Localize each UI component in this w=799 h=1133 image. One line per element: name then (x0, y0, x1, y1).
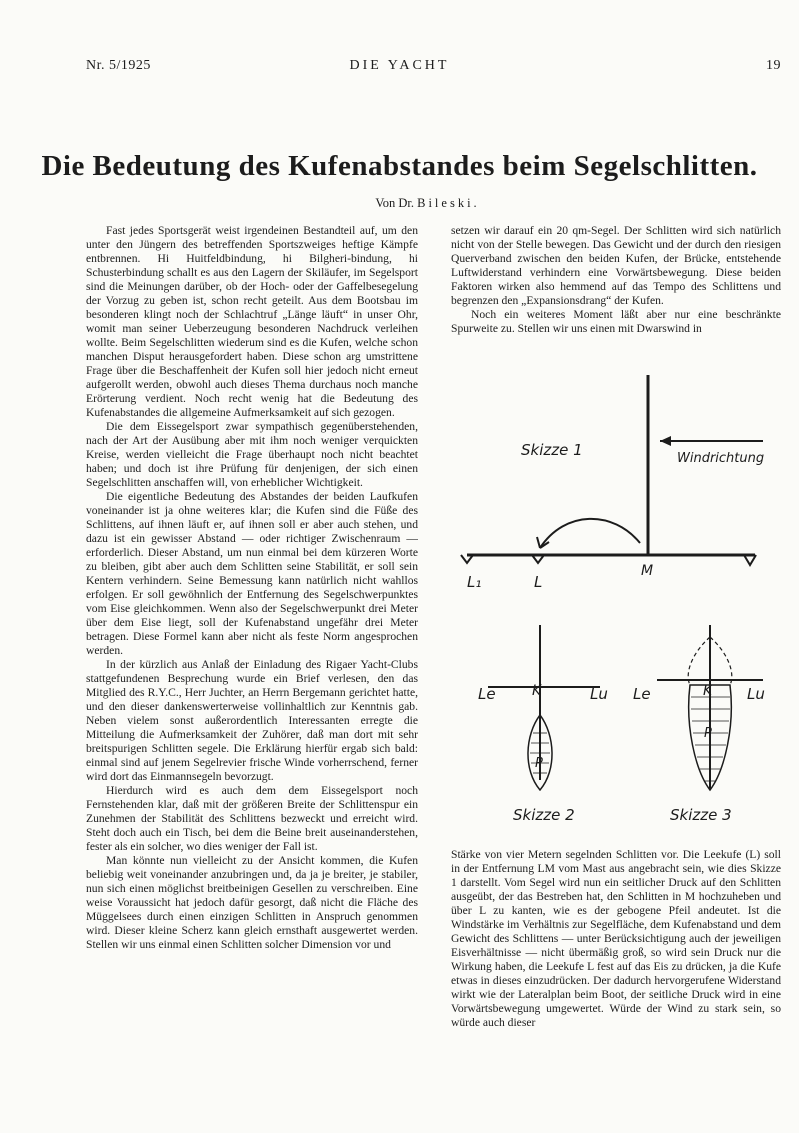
byline (0, 196, 799, 211)
paragraph: Hierdurch wird es auch dem dem Eissegelsport noch Fernstehenden klar, daß mit der größeren Breite der Schlittenspur ein Zunehmen der Stabilität des Schlittens bezweckt und erreicht wird. Steht doch auch ein Tisch, bei dem die Beine breit auseinanderstehen, fester als ein solcher, wo dies weniger der Fall ist. (86, 784, 418, 853)
article-title: Die Bedeutung des Kufenabstandes beim Segelschlitten. (41, 150, 758, 182)
label-l1: L₁ (467, 573, 482, 591)
right-column-top (451, 224, 781, 354)
page-header (0, 58, 799, 78)
paragraph: Fast jedes Sportsgerät weist irgendeinen Bestandteil auf, um den unter den Jüngern des betreffenden Sportszweiges heftige Kämpfe entbrennen. Hi Huitfeldbindung, hi Bilgheri-bindung, hi Schusterbindung schallt es aus den Lagern der Skiläufer, im Segelsport sind die Meinungen darüber, ob der Hoch- oder der Gaffelbesegelung der Vorzug zu geben ist, schon recht geteilt. Aus dem Bootsbau im besonderen klingt noch der Schlachtruf „Länge läuft“ in unser Ohr, womit man seiner Ueberzeugung besonderen Nachdruck verleihen wollte. Beim Segelschlitten wiederum sind es die Kufen, welche schon manchen Disput herausgefordert haben. Diese schon arg umstrittene Frage über die Beschaffenheit der Kufen soll hier jedoch nicht erneut aufgerollt werden, obwohl auch dieses Thema durchaus noch manche Erörterung verdient. Noch recht wenig hat die Bedeutung des Kufenabstandes die allgemeine Aufmerksamkeit auf sich gezogen. (86, 224, 418, 419)
sketch2-label-p: P (535, 756, 543, 771)
sketches-figure (445, 365, 785, 835)
right-column-bottom (451, 848, 781, 1058)
byline-prefix: Von Dr. (375, 196, 414, 210)
label-l: L (534, 573, 543, 591)
paragraph: Stärke von vier Metern segelnden Schlitten vor. Die Leekufe (L) soll in der Entfernung LM vom Mast aus angebracht sein, wie dies Skizze 1 darstellt. Vom Segel wird nun ein seitlicher Druck auf den Schlitten ausgeübt, der das Bestreben hat, den Schlitten in M hochzuheben und über L zu kanten, wie es der gebogene Pfeil andeutet. Ist die Windstärke im Verhältnis zur Segelfläche, dem Kufenabstand und dem Gewicht des Schlittens — unter Berücksichtigung auch der jeweiligen Eisverhältnisse — nicht übermäßig groß, so wird sein Druck nur die Wirkung haben, die Leekufe L fest auf das Eis zu drücken, ja die Kufe etwas in dieses einzudrücken. Der dadurch hervorgerufene Widerstand wirkt wie der Lateralplan beim Boot, der seitliche Druck wird in eine Vorwärtsbewegung umgewertet. Würde der Wind zu stark sein, so würde auch dieser (451, 848, 781, 1029)
paragraph: Die eigentliche Bedeutung des Abstandes der beiden Laufkufen voneinander ist ja ohne weiteres klar; die Kufen sind die Füße des Schlittens, auf ihnen läuft er, auf ihnen soll er aber auch stehen, und dazu ist ein gewisser Abstand — oder richtiger Zwischenraum — erforderlich. Dieser Abstand, um nun einmal bei dem kürzeren Worte zu bleiben, gibt aber auch dem Schlitten seine Stabilität, er soll sein Kentern verhindern. Seine Bemessung kann natürlich nicht wahllos erfolgen. Er soll gewöhnlich der Entfernung des Segelschwerpunktes vom Eise gleichkommen. Wenn also der Segelschwerpunkt drei Meter über dem Eise liegt, soll der Kufenabstand ungefähr drei Meter betragen. Diese Formel kann aber nicht als feste Norm angesprochen werden. (86, 490, 418, 657)
sketch3-bow-dashed (688, 637, 710, 685)
wind-arrow-head (660, 436, 671, 446)
issue-number: Nr. 5/1925 (86, 58, 151, 73)
left-column (86, 224, 418, 1054)
sketch3-label-lu: Lu (747, 685, 765, 703)
sketches-svg (445, 365, 785, 835)
page-number: 19 (766, 58, 781, 73)
paragraph: In der kürzlich aus Anlaß der Einladung des Rigaer Yacht-Clubs stattgefundenen Besprechung wurde ein Brief verlesen, den das Mitglied des R.Y.C., Herr Juchter, an Herrn Bergemann gerichtet hatte, und den dieser dankenswerterweise vollinhaltlich zur Kenntnis gab. Neben vielem sonst außerordentlich Interessanten erregte die Mitteilung die Aufmerksamkeit der Zuhörer, daß man dort mit sehr breitspurigen Schlitten segele. Die Erklärung hierfür ergab sich bald: einmal sind auf jenem Segelrevier frische Winde vorherrschend, ferner wird dort das Einmannsegeln bevorzugt. (86, 658, 418, 783)
label-m: M (641, 563, 654, 579)
wind-label: Windrichtung (677, 451, 765, 466)
sketch2-label-lu: Lu (590, 685, 608, 703)
sketch3-label-le: Le (633, 685, 651, 703)
paragraph: Man könnte nun vielleicht zu der Ansicht kommen, die Kufen beliebig weit voneinander anzubringen und, da ja je breiter, je stabiler, nun sich einen möglichst breitbeinigen Gesellen zu verschreiben. Eine weise Voraussicht hat jedoch dafür gesorgt, daß nicht die Fläche des Müggelsees durch einen einzigen Schlitten in Anspruch genommen wird. Dieser kleine Scherz kann gleich ernsthaft ausgewertet werden. Stellen wir uns einmal einen Schlitten solcher Dimension vor und (86, 854, 418, 951)
sketch2-title: Skizze 2 (513, 806, 575, 824)
sketch3-label-p: P (704, 726, 712, 741)
author-name: Bileski. (417, 196, 480, 210)
sketch3-label-k: K (703, 683, 713, 699)
sketch1-title: Skizze 1 (521, 441, 583, 459)
tilt-arrow (540, 519, 640, 548)
journal-name: DIE YACHT (349, 58, 450, 73)
paragraph: Die dem Eissegelsport zwar sympathisch gegenüberstehenden, nach der Art der Ausübung aber mit ihm noch weniger verquickten Kreise, werden vielleicht die Frage überhaupt noch nicht beachtet haben; und doch ist ihre Prüfung für denjenigen, der sich einen Segelschlitten anschaffen will, von erheblicher Wichtigkeit. (86, 420, 418, 489)
sketch3-bow-dashed (710, 637, 732, 685)
sketch2-label-le: Le (478, 685, 496, 703)
sketch2-label-k: K (532, 683, 542, 699)
sketch3-title: Skizze 3 (670, 806, 732, 824)
paragraph: Noch ein weiteres Moment läßt aber nur eine beschränkte Spurweite zu. Stellen wir uns einen mit Dwarswind in (451, 308, 781, 335)
paragraph: setzen wir darauf ein 20 qm-Segel. Der Schlitten wird sich natürlich nicht von der Stelle bewegen. Das Gewicht und der durch den riesigen Querverband zwischen den beiden Kufen, der Brücke, entstehende Luftwiderstand verhindern eine Vorwärtsbewegung. Diese beiden Faktoren wirken also hemmend auf das Tempo des Schlittens und begrenzen den „Expansionsdrang“ der Kufen. (451, 224, 781, 307)
